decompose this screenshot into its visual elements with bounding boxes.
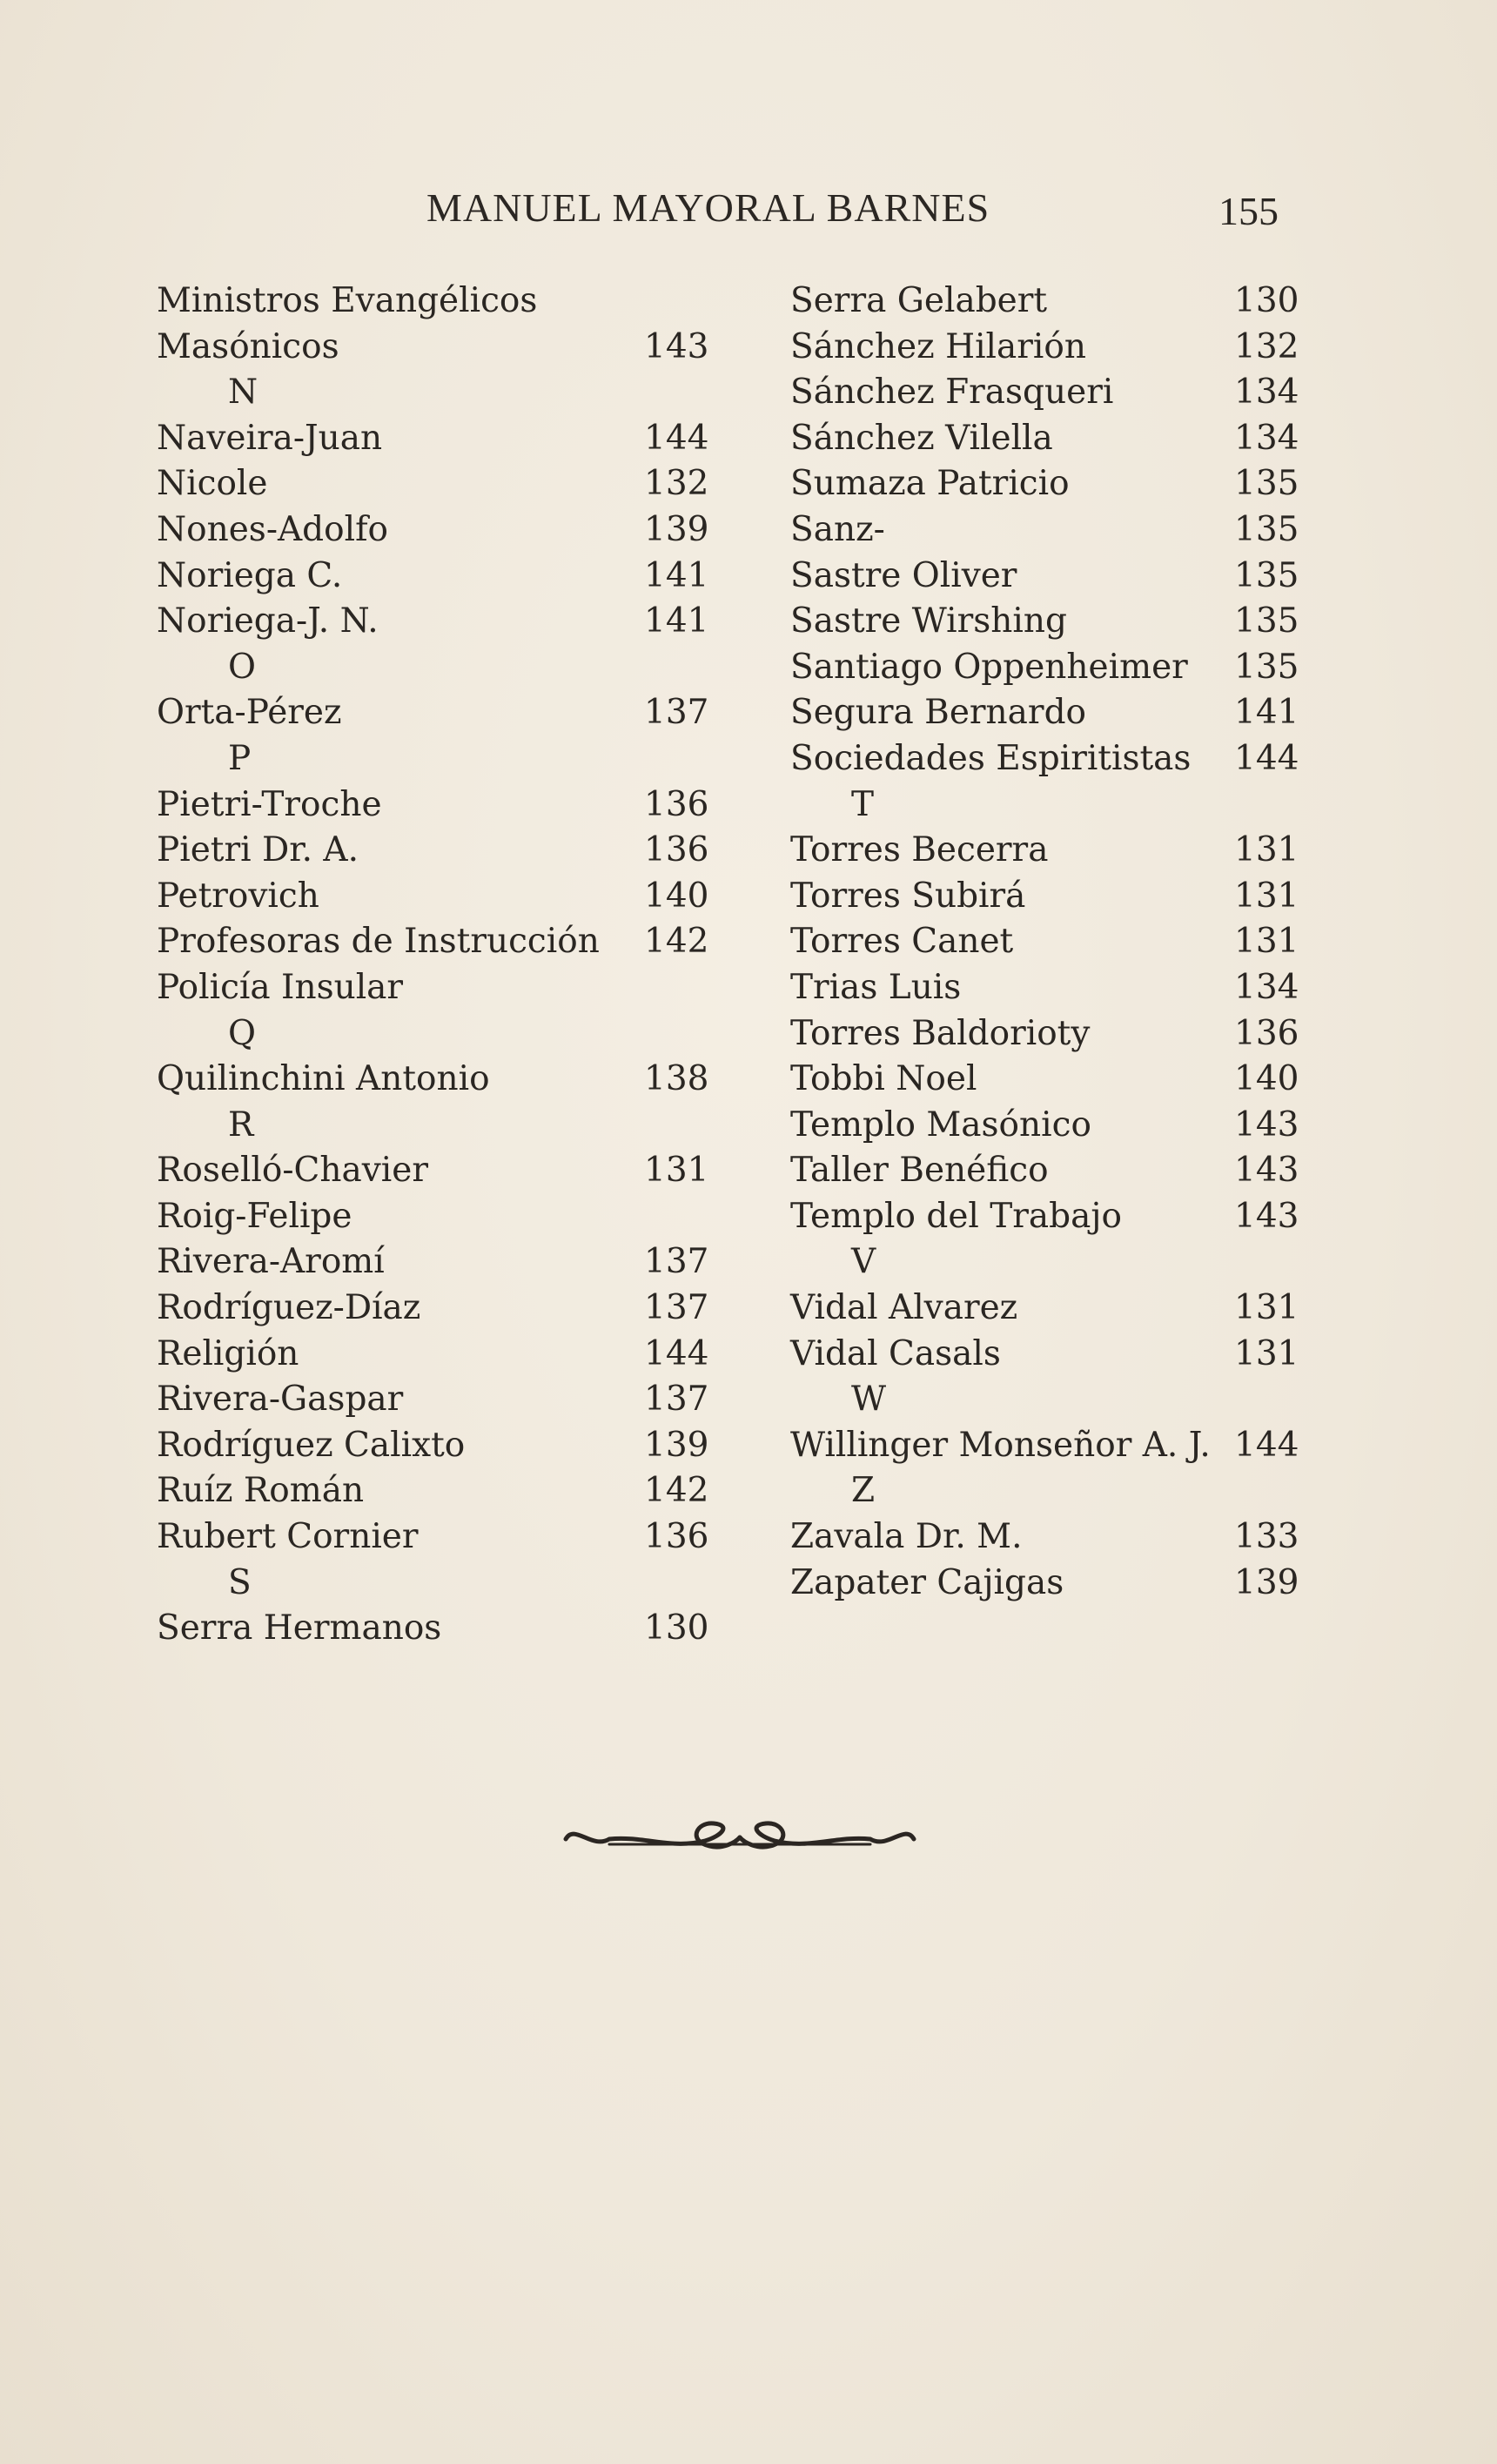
entry-page-number: 138	[644, 1059, 709, 1099]
index-entry	[790, 416, 1299, 462]
entry-page-number: 131	[1234, 922, 1299, 962]
index-entry	[157, 782, 714, 829]
letter-heading-text: P	[228, 738, 252, 778]
index-entry	[157, 461, 714, 507]
index-entry	[790, 370, 1299, 416]
index-entry	[157, 1468, 714, 1514]
index-entry	[790, 874, 1299, 920]
entry-page-number: 131	[1234, 830, 1299, 870]
entry-name: Templo Masónico	[790, 1104, 1091, 1145]
index-entry	[790, 1057, 1299, 1103]
index-entry	[790, 461, 1299, 507]
entry-page-number: 136	[644, 830, 709, 870]
entry-name: Petrovich	[157, 876, 319, 916]
entry-name: Sánchez Vilella	[790, 418, 1053, 458]
index-letter-heading	[790, 1239, 1295, 1286]
entry-name: Ministros Evangélicos	[157, 281, 538, 320]
letter-heading-text: V	[851, 1242, 876, 1282]
entry-page-number: 133	[1234, 1517, 1299, 1557]
entry-name: Rodríguez Calixto	[157, 1425, 466, 1465]
entry-name: Taller Benéfico	[790, 1151, 1049, 1191]
entry-page-number: 136	[644, 784, 709, 824]
entry-page-number: 132	[1234, 326, 1299, 366]
index-entry	[157, 325, 714, 371]
entry-name: Sanz-	[790, 509, 885, 549]
entry-name: Serra Gelabert	[790, 281, 1048, 320]
index-entry	[157, 874, 714, 920]
running-title: MANUEL MAYORAL BARNES	[426, 185, 990, 230]
entry-page-number: 144	[1234, 738, 1299, 778]
index-entry	[790, 279, 1299, 325]
letter-heading-text: O	[228, 647, 256, 687]
index-entry	[157, 1606, 714, 1652]
entry-name: Ruíz Román	[157, 1471, 365, 1511]
entry-page-number: 140	[1234, 1059, 1299, 1099]
entry-name: Willinger Monseñor A. J.	[790, 1425, 1211, 1465]
letter-heading-text: W	[851, 1380, 887, 1420]
entry-page-number: 137	[644, 1380, 709, 1420]
entry-page-number: 143	[1234, 1104, 1299, 1145]
entry-page-number: 135	[1234, 647, 1299, 687]
entry-name: Santiago Oppenheimer	[790, 647, 1188, 687]
entry-page-number: 141	[644, 601, 709, 641]
index-letter-heading	[790, 782, 1295, 829]
entry-page-number: 135	[1234, 555, 1299, 595]
entry-name: Quilinchini Antonio	[157, 1059, 490, 1099]
index-letter-heading	[790, 1468, 1295, 1514]
entry-page-number: 144	[644, 1333, 709, 1373]
entry-name: Zavala Dr. M.	[790, 1517, 1023, 1557]
entry-page-number: 144	[644, 418, 709, 458]
index-entry	[790, 690, 1299, 736]
entry-name: Noriega-J. N.	[157, 601, 379, 641]
entry-name: Sastre Wirshing	[790, 601, 1067, 641]
index-entry	[157, 1332, 714, 1378]
entry-name: Nones-Adolfo	[157, 509, 388, 549]
entry-name: Rodríguez-Díaz	[157, 1288, 421, 1328]
entry-page-number: 140	[644, 876, 709, 916]
entry-name: Sastre Oliver	[790, 555, 1017, 595]
index-entry	[790, 1514, 1299, 1561]
index-entry	[790, 1011, 1299, 1057]
entry-page-number: 139	[644, 1425, 709, 1465]
index-column-left	[157, 279, 714, 1652]
index-entry	[157, 416, 714, 462]
entry-name: Orta-Pérez	[157, 693, 342, 733]
ornament-flourish-icon	[557, 1806, 923, 1858]
index-entry	[790, 1423, 1299, 1469]
entry-page-number: 136	[1234, 1013, 1299, 1053]
index-entry	[790, 1561, 1299, 1607]
letter-heading-text: Q	[228, 1013, 256, 1053]
entry-name: Religión	[157, 1333, 299, 1373]
entry-name: Roselló-Chavier	[157, 1151, 428, 1191]
letter-heading-text: R	[228, 1104, 254, 1145]
entry-page-number: 141	[1234, 693, 1299, 733]
index-entry	[157, 1239, 714, 1286]
entry-page-number: 131	[1234, 1333, 1299, 1373]
index-entry	[790, 599, 1299, 645]
index-letter-heading	[157, 1561, 714, 1607]
index-entry	[790, 554, 1299, 600]
entry-name: Sánchez Frasqueri	[790, 373, 1114, 413]
entry-page-number: 130	[644, 1608, 709, 1648]
entry-name: Torres Canet	[790, 922, 1014, 962]
index-entry	[157, 507, 714, 554]
index-entry	[157, 1148, 714, 1194]
entry-page-number: 137	[644, 693, 709, 733]
entry-page-number: 142	[644, 1471, 709, 1511]
entry-name: Roig-Felipe	[157, 1196, 352, 1236]
index-entry	[157, 554, 714, 600]
entry-name: Trias Luis	[790, 967, 962, 1007]
index-entry	[157, 1514, 714, 1561]
entry-page-number: 131	[1234, 876, 1299, 916]
index-entry	[790, 645, 1299, 691]
entry-page-number: 130	[1234, 281, 1299, 320]
entry-page-number: 139	[644, 509, 709, 549]
index-column-right	[790, 279, 1299, 1606]
index-letter-heading	[157, 1103, 714, 1149]
index-entry	[790, 828, 1299, 874]
entry-page-number: 134	[1234, 373, 1299, 413]
index-entry	[790, 1332, 1299, 1378]
index-letter-heading	[157, 370, 714, 416]
index-entry	[157, 1423, 714, 1469]
entry-name: Templo del Trabajo	[790, 1196, 1122, 1236]
entry-name: Rubert Cornier	[157, 1517, 419, 1557]
index-entry	[790, 965, 1299, 1011]
entry-page-number: 143	[1234, 1196, 1299, 1236]
index-entry	[157, 690, 714, 736]
entry-name: Profesoras de Instrucción	[157, 922, 600, 962]
entry-page-number: 134	[1234, 418, 1299, 458]
entry-page-number: 135	[1234, 601, 1299, 641]
entry-page-number: 144	[1234, 1425, 1299, 1465]
entry-page-number: 134	[1234, 967, 1299, 1007]
entry-name: Torres Subirá	[790, 876, 1026, 916]
entry-name: Pietri-Troche	[157, 784, 382, 824]
entry-name: Tobbi Noel	[790, 1059, 977, 1099]
entry-name: Sumaza Patricio	[790, 464, 1070, 504]
entry-name: Vidal Casals	[790, 1333, 1001, 1373]
index-entry	[790, 1148, 1299, 1194]
entry-name: Segura Bernardo	[790, 693, 1087, 733]
entry-name: Naveira-Juan	[157, 418, 383, 458]
letter-heading-text: T	[851, 784, 875, 824]
entry-name: Vidal Alvarez	[790, 1288, 1018, 1328]
index-entry	[790, 1286, 1299, 1332]
entry-page-number: 143	[644, 326, 709, 366]
entry-name: Serra Hermanos	[157, 1608, 442, 1648]
letter-heading-text: N	[228, 373, 258, 413]
index-entry	[157, 965, 714, 1011]
index-entry	[157, 1194, 714, 1240]
index-letter-heading	[157, 645, 714, 691]
index-entry	[157, 1377, 714, 1423]
entry-page-number: 135	[1234, 464, 1299, 504]
index-entry	[790, 507, 1299, 554]
index-entry	[790, 1103, 1299, 1149]
entry-name: Zapater Cajigas	[790, 1562, 1064, 1602]
entry-name: Policía Insular	[157, 967, 404, 1007]
entry-name: Torres Becerra	[790, 830, 1049, 870]
entry-name: Sánchez Hilarión	[790, 326, 1086, 366]
index-letter-heading	[157, 736, 714, 782]
entry-page-number: 139	[1234, 1562, 1299, 1602]
index-entry	[790, 919, 1299, 965]
entry-page-number: 131	[1234, 1288, 1299, 1328]
index-entry	[157, 1286, 714, 1332]
page-number: 155	[1218, 189, 1279, 233]
index-letter-heading	[790, 1377, 1295, 1423]
index-entry	[157, 279, 714, 325]
index-entry	[157, 828, 714, 874]
entry-name: Masónicos	[157, 326, 339, 366]
index-entry	[157, 919, 714, 965]
letter-heading-text: S	[228, 1562, 252, 1602]
index-entry	[157, 1057, 714, 1103]
entry-name: Rivera-Aromí	[157, 1242, 385, 1282]
entry-name: Pietri Dr. A.	[157, 830, 359, 870]
entry-name: Nicole	[157, 464, 268, 504]
index-entry	[157, 599, 714, 645]
entry-page-number: 137	[644, 1242, 709, 1282]
index-entry	[790, 1194, 1299, 1240]
entry-page-number: 135	[1234, 509, 1299, 549]
entry-page-number: 141	[644, 555, 709, 595]
index-entry	[790, 736, 1299, 782]
index-entry	[790, 325, 1299, 371]
entry-name: Sociedades Espiritistas	[790, 738, 1192, 778]
entry-page-number: 131	[644, 1151, 709, 1191]
entry-page-number: 137	[644, 1288, 709, 1328]
page-header	[0, 185, 1497, 237]
letter-heading-text: Z	[851, 1471, 876, 1511]
entry-page-number: 136	[644, 1517, 709, 1557]
entry-name: Rivera-Gaspar	[157, 1380, 404, 1420]
entry-name: Noriega C.	[157, 555, 343, 595]
index-letter-heading	[157, 1011, 714, 1057]
entry-page-number: 143	[1234, 1151, 1299, 1191]
entry-name: Torres Baldorioty	[790, 1013, 1091, 1053]
entry-page-number: 132	[644, 464, 709, 504]
entry-page-number: 142	[644, 922, 709, 962]
